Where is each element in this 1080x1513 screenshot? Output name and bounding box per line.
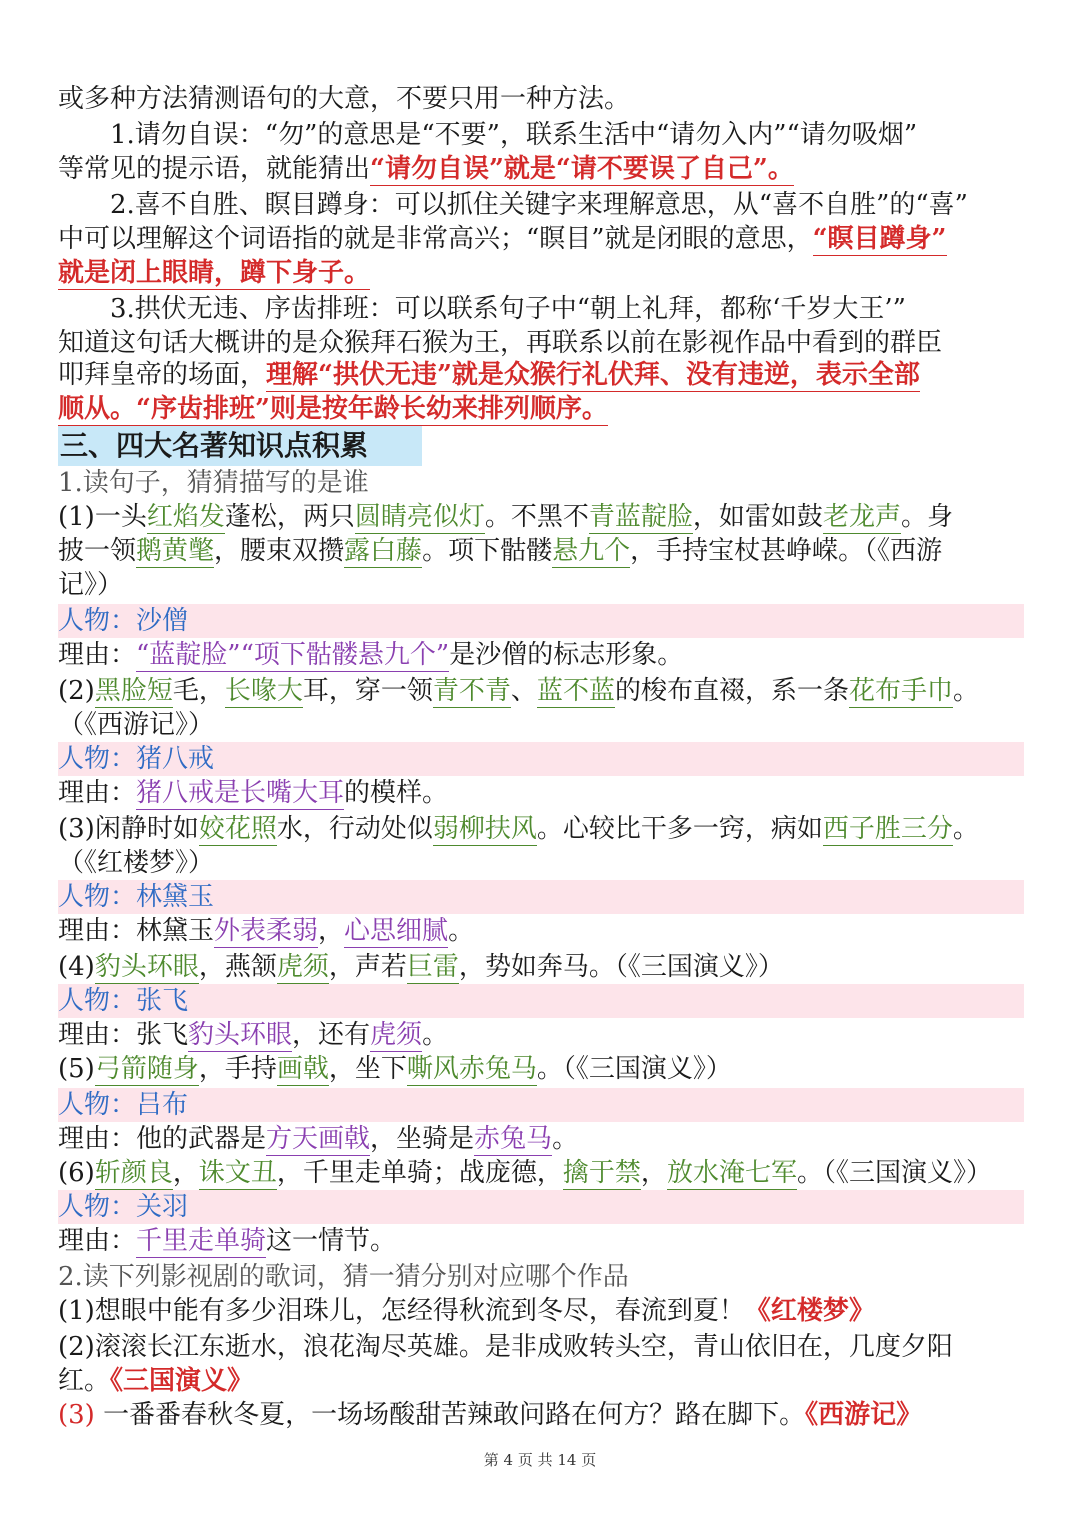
keyword: 弱柳扶风 xyxy=(433,814,537,846)
text-span: 理由： xyxy=(58,640,137,670)
answer-highlight: “瞑目蹲身” xyxy=(813,224,947,256)
answer-highlight: “请勿自误”就是“请不要误了自己”。 xyxy=(370,154,794,186)
keyword: 青不青 xyxy=(433,676,511,708)
paragraph-line: 1.请勿自误：“勿”的意思是“不要”，联系生活中“请勿入内”“请勿吸烟” xyxy=(110,120,918,150)
song-line: (2)滚滚长江东逝水，浪花淘尽英雄。是非成败转头空，青山依旧在，几度夕阳 xyxy=(58,1332,953,1362)
question-line xyxy=(58,812,1024,846)
reason-line xyxy=(58,1018,1024,1052)
text-span: 披一领 xyxy=(58,536,137,566)
reason-keyword: 豹头环眼 xyxy=(188,1020,292,1052)
page-footer: 第 4 页 共 14 页 xyxy=(483,1451,597,1469)
text-span: 、 xyxy=(510,676,537,706)
keyword: 露白藤 xyxy=(344,536,422,568)
keyword: 姣花照 xyxy=(199,814,277,846)
keyword: 鹅黄氅 xyxy=(136,536,214,568)
text-span: 等常见的提示语，就能猜出 xyxy=(58,154,371,184)
person-answer: 人物：吕布 xyxy=(58,1088,1024,1122)
text-span: ，手持 xyxy=(198,1054,277,1084)
item-number: (3) xyxy=(58,1400,95,1430)
work-answer: 《西游记》 xyxy=(805,1400,923,1430)
text-span: (5) xyxy=(58,1054,95,1084)
paragraph-line: 知道这句话大概讲的是众猴拜石猴为王，再联系以前在影视作品中看到的群臣 xyxy=(58,328,943,358)
text-span: 。 xyxy=(422,1020,449,1050)
text-span: 一番番春秋冬夏，一场场酸甜苦辣敢问路在何方？路在脚下。 xyxy=(94,1400,806,1430)
song-line xyxy=(58,1398,1024,1432)
keyword: 圆睛亮似灯 xyxy=(355,502,485,534)
text-span: 。身 xyxy=(900,502,953,532)
song-line xyxy=(58,1294,1024,1328)
text-span: ，千里走单骑；战庞德， xyxy=(276,1158,563,1188)
text-span: 。（《三国演义》） xyxy=(796,1158,992,1188)
person-answer: 人物：沙僧 xyxy=(58,604,1024,638)
reason-keyword: 外表柔弱 xyxy=(214,916,318,948)
text-span: (4) xyxy=(58,952,95,982)
text-span: 理由：他的武器是 xyxy=(58,1124,267,1154)
question-line: （《红楼梦》） xyxy=(58,848,215,878)
keyword: 悬九个 xyxy=(552,536,630,568)
keyword: 花布手巾 xyxy=(849,676,953,708)
keyword: 画戟 xyxy=(277,1054,329,1086)
text-span: ， xyxy=(318,916,345,946)
reason-line xyxy=(58,1224,1024,1258)
person-answer: 人物：猪八戒 xyxy=(58,742,1024,776)
keyword: 斩颜良 xyxy=(95,1158,173,1190)
reason-keyword: 猪八戒是长嘴大耳 xyxy=(136,778,344,810)
text-span: 是沙僧的标志形象。 xyxy=(449,640,684,670)
keyword: 擒于禁 xyxy=(563,1158,641,1190)
text-span: 。心较比干多一窍，病如 xyxy=(536,814,823,844)
keyword: 巨雷 xyxy=(407,952,459,984)
question-line xyxy=(58,1156,1024,1190)
text-span: 耳，穿一领 xyxy=(302,676,433,706)
text-span: ，还有 xyxy=(292,1020,371,1050)
question-line: （《西游记》） xyxy=(58,710,215,740)
text-span: ，燕颔 xyxy=(198,952,277,982)
text-span: ， xyxy=(172,1158,199,1188)
text-span: 这一情节。 xyxy=(266,1226,397,1256)
question-line: 记》） xyxy=(58,570,124,600)
reason-keyword: 虎须 xyxy=(370,1020,422,1052)
text-span: ，坐下 xyxy=(328,1054,407,1084)
text-span: (1)想眼中能有多少泪珠儿，怎经得秋流到冬尽，春流到夏！ xyxy=(58,1296,745,1326)
text-span: 。 xyxy=(448,916,475,946)
keyword: 弓箭随身 xyxy=(95,1054,199,1086)
text-span: 的模样。 xyxy=(344,778,449,808)
text-span: 理由： xyxy=(58,1226,137,1256)
keyword: 黑脸短 xyxy=(95,676,173,708)
reason-line xyxy=(58,776,1024,810)
text-span: ，腰束双攒 xyxy=(214,536,345,566)
reason-keyword: 方天画戟 xyxy=(266,1124,370,1156)
question-line xyxy=(58,1052,1024,1086)
paragraph-line: 2.喜不自胜、瞑目蹲身：可以抓住关键字来理解意思，从“喜不自胜”的“喜” xyxy=(110,190,968,220)
question-line xyxy=(58,674,1024,708)
keyword: 放水淹七军 xyxy=(667,1158,797,1190)
text-span: 中可以理解这个词语指的就是非常高兴；“瞑目”就是闭眼的意思， xyxy=(58,224,813,254)
reason-line xyxy=(58,1122,1024,1156)
keyword: 老龙声 xyxy=(823,502,901,534)
person-answer: 人物：林黛玉 xyxy=(58,880,1024,914)
text-span: 。项下骷髅 xyxy=(422,536,553,566)
text-span: 。 xyxy=(552,1124,579,1154)
section-heading: 三、四大名著知识点积累 xyxy=(58,426,422,466)
text-span: 毛， xyxy=(172,676,225,706)
text-span: 蓬松，两只 xyxy=(224,502,355,532)
work-answer: 《红楼梦》 xyxy=(744,1296,875,1326)
keyword: 豹头环眼 xyxy=(95,952,199,984)
text-span: ，如雷如鼓 xyxy=(692,502,823,532)
question-line xyxy=(58,950,1024,984)
text-span: 。 xyxy=(952,676,979,706)
paragraph-line xyxy=(58,152,1024,186)
keyword: 嘶风赤兔马 xyxy=(407,1054,537,1086)
answer-highlight: 理解“拱伏无违”就是众猴行礼伏拜、没有违逆，表示全部 xyxy=(266,360,920,392)
work-answer: 《三国演义》 xyxy=(110,1366,254,1396)
text-span: ，手持宝杖甚峥嵘。（《西游 xyxy=(630,536,943,566)
text-span: 理由：林黛玉 xyxy=(58,916,215,946)
text-span: (2) xyxy=(58,676,95,706)
keyword: 长喙大 xyxy=(225,676,303,708)
text-span: 理由：张飞 xyxy=(58,1020,189,1050)
paragraph-line xyxy=(58,222,1024,256)
keyword: 红焰发 xyxy=(147,502,225,534)
person-answer: 人物：张飞 xyxy=(58,984,1024,1018)
keyword: 虎须 xyxy=(277,952,329,984)
text-span: ， xyxy=(640,1158,667,1188)
text-span: 的梭布直裰，系一条 xyxy=(614,676,849,706)
text-span: 。 xyxy=(952,814,979,844)
answer-highlight: 顺从。“序齿排班”则是按年龄长幼来排列顺序。 xyxy=(58,394,608,426)
text-span: ，坐骑是 xyxy=(370,1124,475,1154)
keyword: 诛文丑 xyxy=(199,1158,277,1190)
text-span: ，声若 xyxy=(328,952,407,982)
text-span: 叩拜皇帝的场面， xyxy=(58,360,267,390)
song-line xyxy=(58,1364,1024,1398)
subsection-title: 2.读下列影视剧的歌词，猜一猜分别对应哪个作品 xyxy=(58,1262,629,1292)
paragraph-line xyxy=(58,392,1024,426)
text-span: (1)一头 xyxy=(58,502,147,532)
text-span: 理由： xyxy=(58,778,137,808)
paragraph-line: 3.拱伏无违、序齿排班：可以联系句子中“朝上礼拜，都称‘千岁大王’” xyxy=(110,294,906,324)
answer-highlight: 就是闭上眼睛，蹲下身子。 xyxy=(58,258,370,290)
question-line xyxy=(58,534,1024,568)
text-span: (3)闲静时如 xyxy=(58,814,199,844)
paragraph-line xyxy=(58,358,1024,392)
question-line xyxy=(58,500,1024,534)
text-span: 水，行动处似 xyxy=(276,814,433,844)
paragraph-line: 或多种方法猜测语句的大意，不要只用一种方法。 xyxy=(58,84,631,114)
text-span: 。不黑不 xyxy=(484,502,589,532)
subsection-title: 1.读句子，猜猜描写的是谁 xyxy=(58,468,369,498)
keyword: 蓝不蓝 xyxy=(537,676,615,708)
text-span: 。（《三国演义》） xyxy=(536,1054,732,1084)
reason-keyword: “蓝靛脸”“项下骷髅悬九个” xyxy=(136,640,449,672)
reason-keyword: 心思细腻 xyxy=(344,916,448,948)
reason-keyword: 赤兔马 xyxy=(474,1124,552,1156)
reason-line xyxy=(58,914,1024,948)
paragraph-line xyxy=(58,256,1024,290)
keyword: 西子胜三分 xyxy=(823,814,953,846)
reason-line xyxy=(58,638,1024,672)
reason-keyword: 千里走单骑 xyxy=(136,1226,266,1258)
keyword: 青蓝靛脸 xyxy=(589,502,693,534)
text-span: (6) xyxy=(58,1158,95,1188)
text-span: ，势如奔马。（《三国演义》） xyxy=(458,952,784,982)
person-answer: 人物：关羽 xyxy=(58,1190,1024,1224)
text-span: 红。 xyxy=(58,1366,111,1396)
